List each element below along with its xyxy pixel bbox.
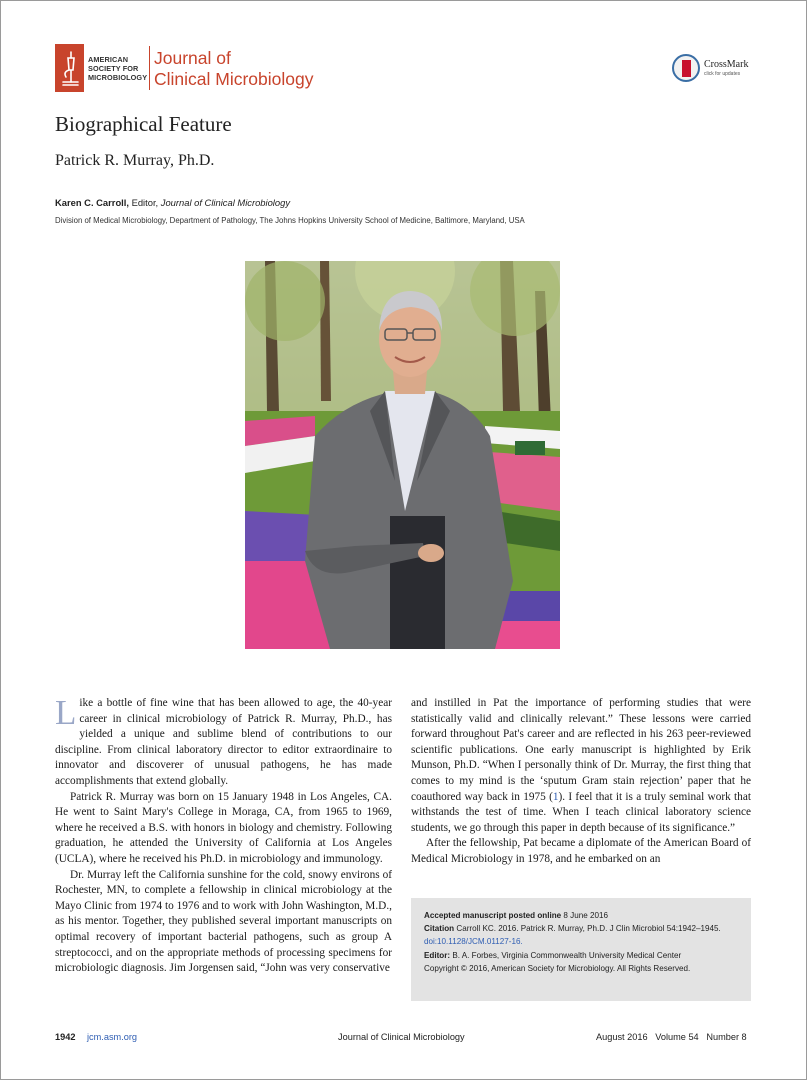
editor-line (424, 949, 738, 962)
portrait-photo (245, 261, 560, 649)
article-info-box (411, 898, 751, 1001)
journal-line: Clinical Microbiology (154, 69, 314, 89)
accepted-line (424, 909, 738, 922)
crossmark-icon (672, 54, 700, 82)
body-column-left (55, 693, 392, 977)
drop-cap: L (55, 693, 77, 732)
microscope-logo-icon (55, 44, 84, 92)
accepted-date: 8 June 2016 (561, 911, 608, 920)
asm-journal-logo[interactable] (55, 44, 325, 94)
paragraph: Patrick R. Murray was born on 15 January 1948 in Los Angeles, CA. He went to Saint Mary's College in Moraga, CA, from 1965 to 1969, where he received a B.S. with honors in biology and chemistry. Following graduation, he attended the University of California at Los Angeles (UCLA), where he received his Ph.D. in microbiology and immunology. (55, 790, 392, 865)
accepted-label: Accepted manuscript posted online (424, 911, 562, 920)
author-role: Editor, (128, 197, 161, 208)
crossmark-badge[interactable] (672, 54, 762, 84)
logo-divider (149, 46, 150, 90)
editor-label: Editor: (424, 950, 451, 960)
paragraph-text: and instilled in Pat the importance of performing studies that were statistically valid and clinically relevant.” These lessons were carried forward throughout Pat's career and are reflected in his 263 peer-reviewed scientific publications. One early manuscript is highlighted by Erik Munson, Ph.D. “When I personally think of Dr. Murray, the first thing that comes to my mind is the ‘sputum Gram stain rejection’ paper that he coauthored way back in 1975 ( (411, 697, 751, 803)
citation-label: Citation (424, 924, 455, 934)
author-journal: Journal of Clinical Microbiology (160, 197, 291, 208)
paragraph (411, 696, 751, 836)
paragraph: After the fellowship, Pat became a diplomate of the American Board of Medical Microbiology in 1978, and he embarked on an (411, 837, 751, 865)
paragraph: Dr. Murray left the California sunshine for the cold, snowy environs of Rochester, MN, to complete a fellowship in clinical microbiology at the Mayo Clinic from 1974 to 1976 and to work with John Washington, M.D., as his mentor. Together, they published several important manuscripts on optimal recovery of important bacterial pathogens, such as group A streptococci, and on the appropriate methods of processing specimens for microbiologic diagnosis. Jim Jorgensen said, “John was very conservative (55, 868, 392, 975)
body-column-right (411, 696, 751, 868)
author-line (55, 197, 290, 208)
society-line: MICROBIOLOGY (88, 72, 148, 82)
copyright-line: Copyright © 2016, American Society for Microbiology. All Rights Reserved. (424, 963, 691, 973)
doi-link[interactable]: doi:10.1128/JCM.01127-16. (424, 937, 523, 947)
journal-line: Journal of (154, 48, 231, 68)
journal-name (154, 48, 314, 90)
editor-text: B. A. Forbes, Virginia Commonwealth University Medical Center (450, 950, 682, 960)
footer-issue: August 2016 Volume 54 Number 8 (596, 1032, 747, 1042)
citation-line (424, 922, 738, 935)
paragraph-text: ). I feel that it is a truly seminal work that withstands the test of time. When I teach clinical laboratory science students, we go through this paper in depth because of its significance.” (411, 790, 751, 834)
crossmark-title: CrossMark (704, 59, 749, 70)
section-title: Biographical Feature (55, 112, 232, 136)
author-name: Karen C. Carroll, (55, 197, 129, 208)
crossmark-subtitle: click for updates (704, 71, 741, 77)
reference-link[interactable]: 1 (552, 790, 559, 803)
paragraph-text: ike a bottle of fine wine that has been allowed to age, the 40-year career in clinical microbiology of Patrick R. Murray, Ph.D., has yielded a unique and sublime blend of contributions to our discipline. From clinical laboratory director to editor extraordinaire to innovator and discoverer of unusual pathogens, he has made accomplishments that extend globally. (55, 697, 392, 787)
paragraph (55, 693, 392, 790)
journal-site-link[interactable]: jcm.asm.org (87, 1032, 138, 1042)
page-number: 1942 (55, 1032, 76, 1042)
society-name (88, 56, 147, 82)
society-line: SOCIETY FOR (88, 63, 139, 73)
society-line: AMERICAN (88, 55, 129, 64)
citation-text: Carroll KC. 2016. Patrick R. Murray, Ph.D. J Clin Microbiol 54:1942–1945. (454, 924, 721, 934)
article-title: Patrick R. Murray, Ph.D. (55, 152, 215, 169)
footer-journal: Journal of Clinical Microbiology (338, 1032, 465, 1042)
author-affiliation: Division of Medical Microbiology, Department of Pathology, The Johns Hopkins University School of Medicine, Baltimore, Maryland, USA (55, 216, 525, 225)
